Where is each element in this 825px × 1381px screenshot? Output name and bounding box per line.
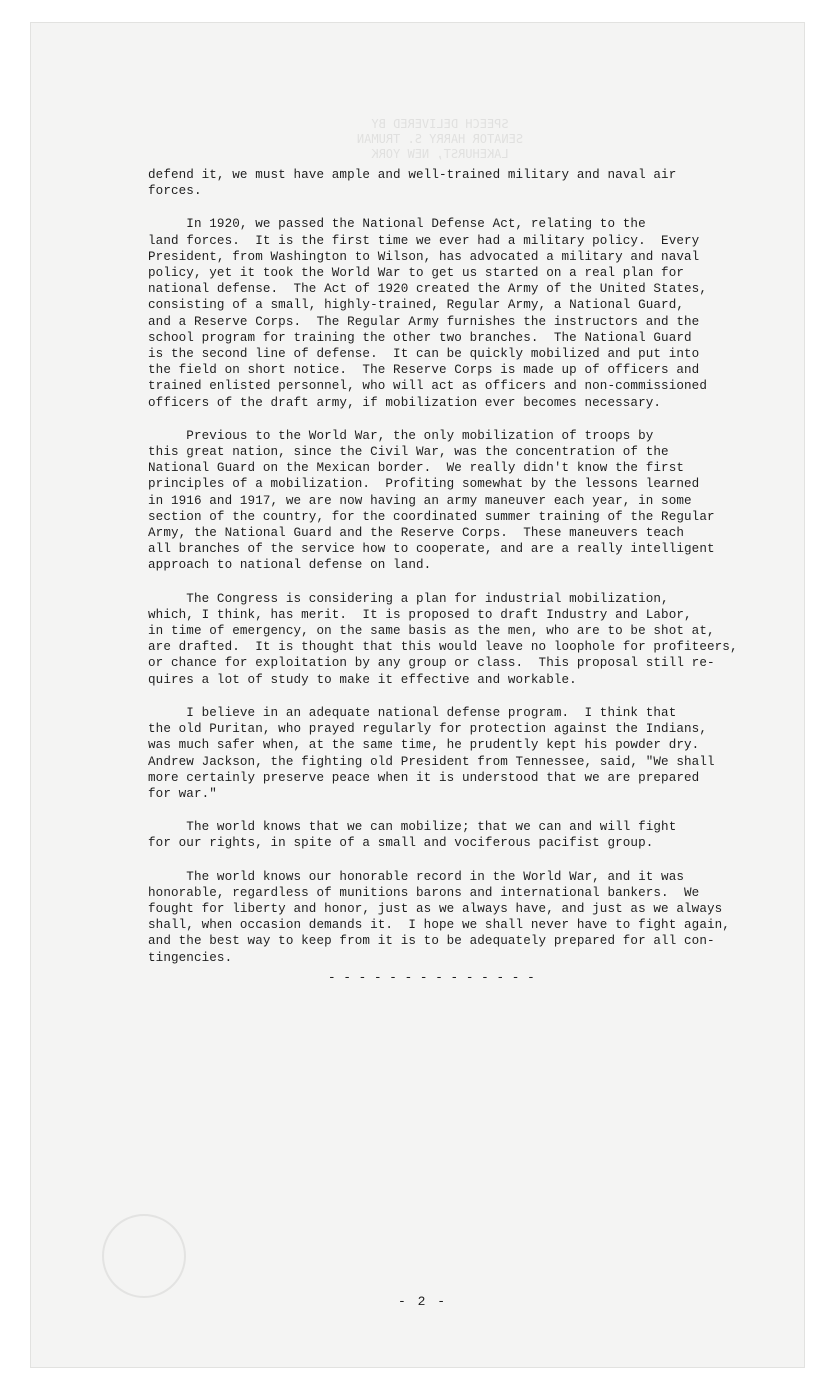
- paragraph-3: Previous to the World War, the only mobilization of troops by this great nation, since the Civil War, was the concentration of the National Guard on the Mexican border. We really didn't know the first principles of a mobilization. Profiting somewhat by the lessons learned in 1916 and 1917, we are now having an army maneuver each year, in some section of the country, for the coordinated summer training of the Regular Army, the National Guard and the Reserve Corps. These maneuvers teach all branches of the service how to cooperate, and are a really intelligent approach to national defense on land.: [148, 428, 715, 573]
- paragraph-2: In 1920, we passed the National Defense Act, relating to the land forces. It is the first time we ever had a military policy. Every President, from Washington to Wilson, has advocated a military and naval policy, yet it took the World War to get us started on a real plan for national defense. The Act of 1920 created the Army of the United States, consisting of a small, highly-trained, Regular Army, a National Guard, and a Reserve Corps. The Regular Army furnishes the instructors and the school program for training the other two branches. The National Guard is the second line of defense. It can be quickly mobilized and put into the field on short notice. The Reserve Corps is made up of officers and trained enlisted personnel, who will act as officers and non-commissioned officers of the draft army, if mobilization ever becomes necessary.: [148, 217, 707, 410]
- section-divider: - - - - - - - - - - - - - -: [328, 970, 535, 985]
- paragraph-6: The world knows that we can mobilize; that we can and will fight for our rights, in spite of a small and vociferous pacifist group.: [148, 820, 677, 851]
- paragraph-7: The world knows our honorable record in the World War, and it was honorable, regardless of munitions barons and international bankers. We fought for liberty and honor, just as we always have, and just as we always shall, when occasion demands it. I hope we shall never have to fight again, and the best way to keep from it is to be adequately prepared for all con- tingencies.: [148, 869, 730, 965]
- faded-stamp-mark: [102, 1214, 186, 1298]
- paragraph-1: defend it, we must have ample and well-trained military and naval air forces.: [148, 168, 677, 199]
- page-number: - 2 -: [398, 1294, 448, 1309]
- bleed-through-text: SPEECH DELIVERED BY SENATOR HARRY S. TRUMAN LAKEHURST, NEW YORK: [356, 117, 524, 161]
- document-body: [148, 167, 788, 986]
- paragraph-5: I believe in an adequate national defense program. I think that the old Puritan, who prayed regularly for protection against the Indians, was much safer when, at the same time, he prudently kept his powder dry. Andrew Jackson, the fighting old President from Tennessee, said, "We shall more certainly preserve peace when it is understood that we are prepared for war.": [148, 705, 715, 801]
- document-page: [30, 22, 805, 1368]
- paragraph-4: The Congress is considering a plan for industrial mobilization, which, I think, has merit. It is proposed to draft Industry and Labor, in time of emergency, on the same basis as the men, who are to be shot at, are drafted. It is thought that this would leave no loophole for profiteers, or chance for exploitation by any group or class. This proposal still re- quires a lot of study to make it effective and workable.: [148, 591, 738, 687]
